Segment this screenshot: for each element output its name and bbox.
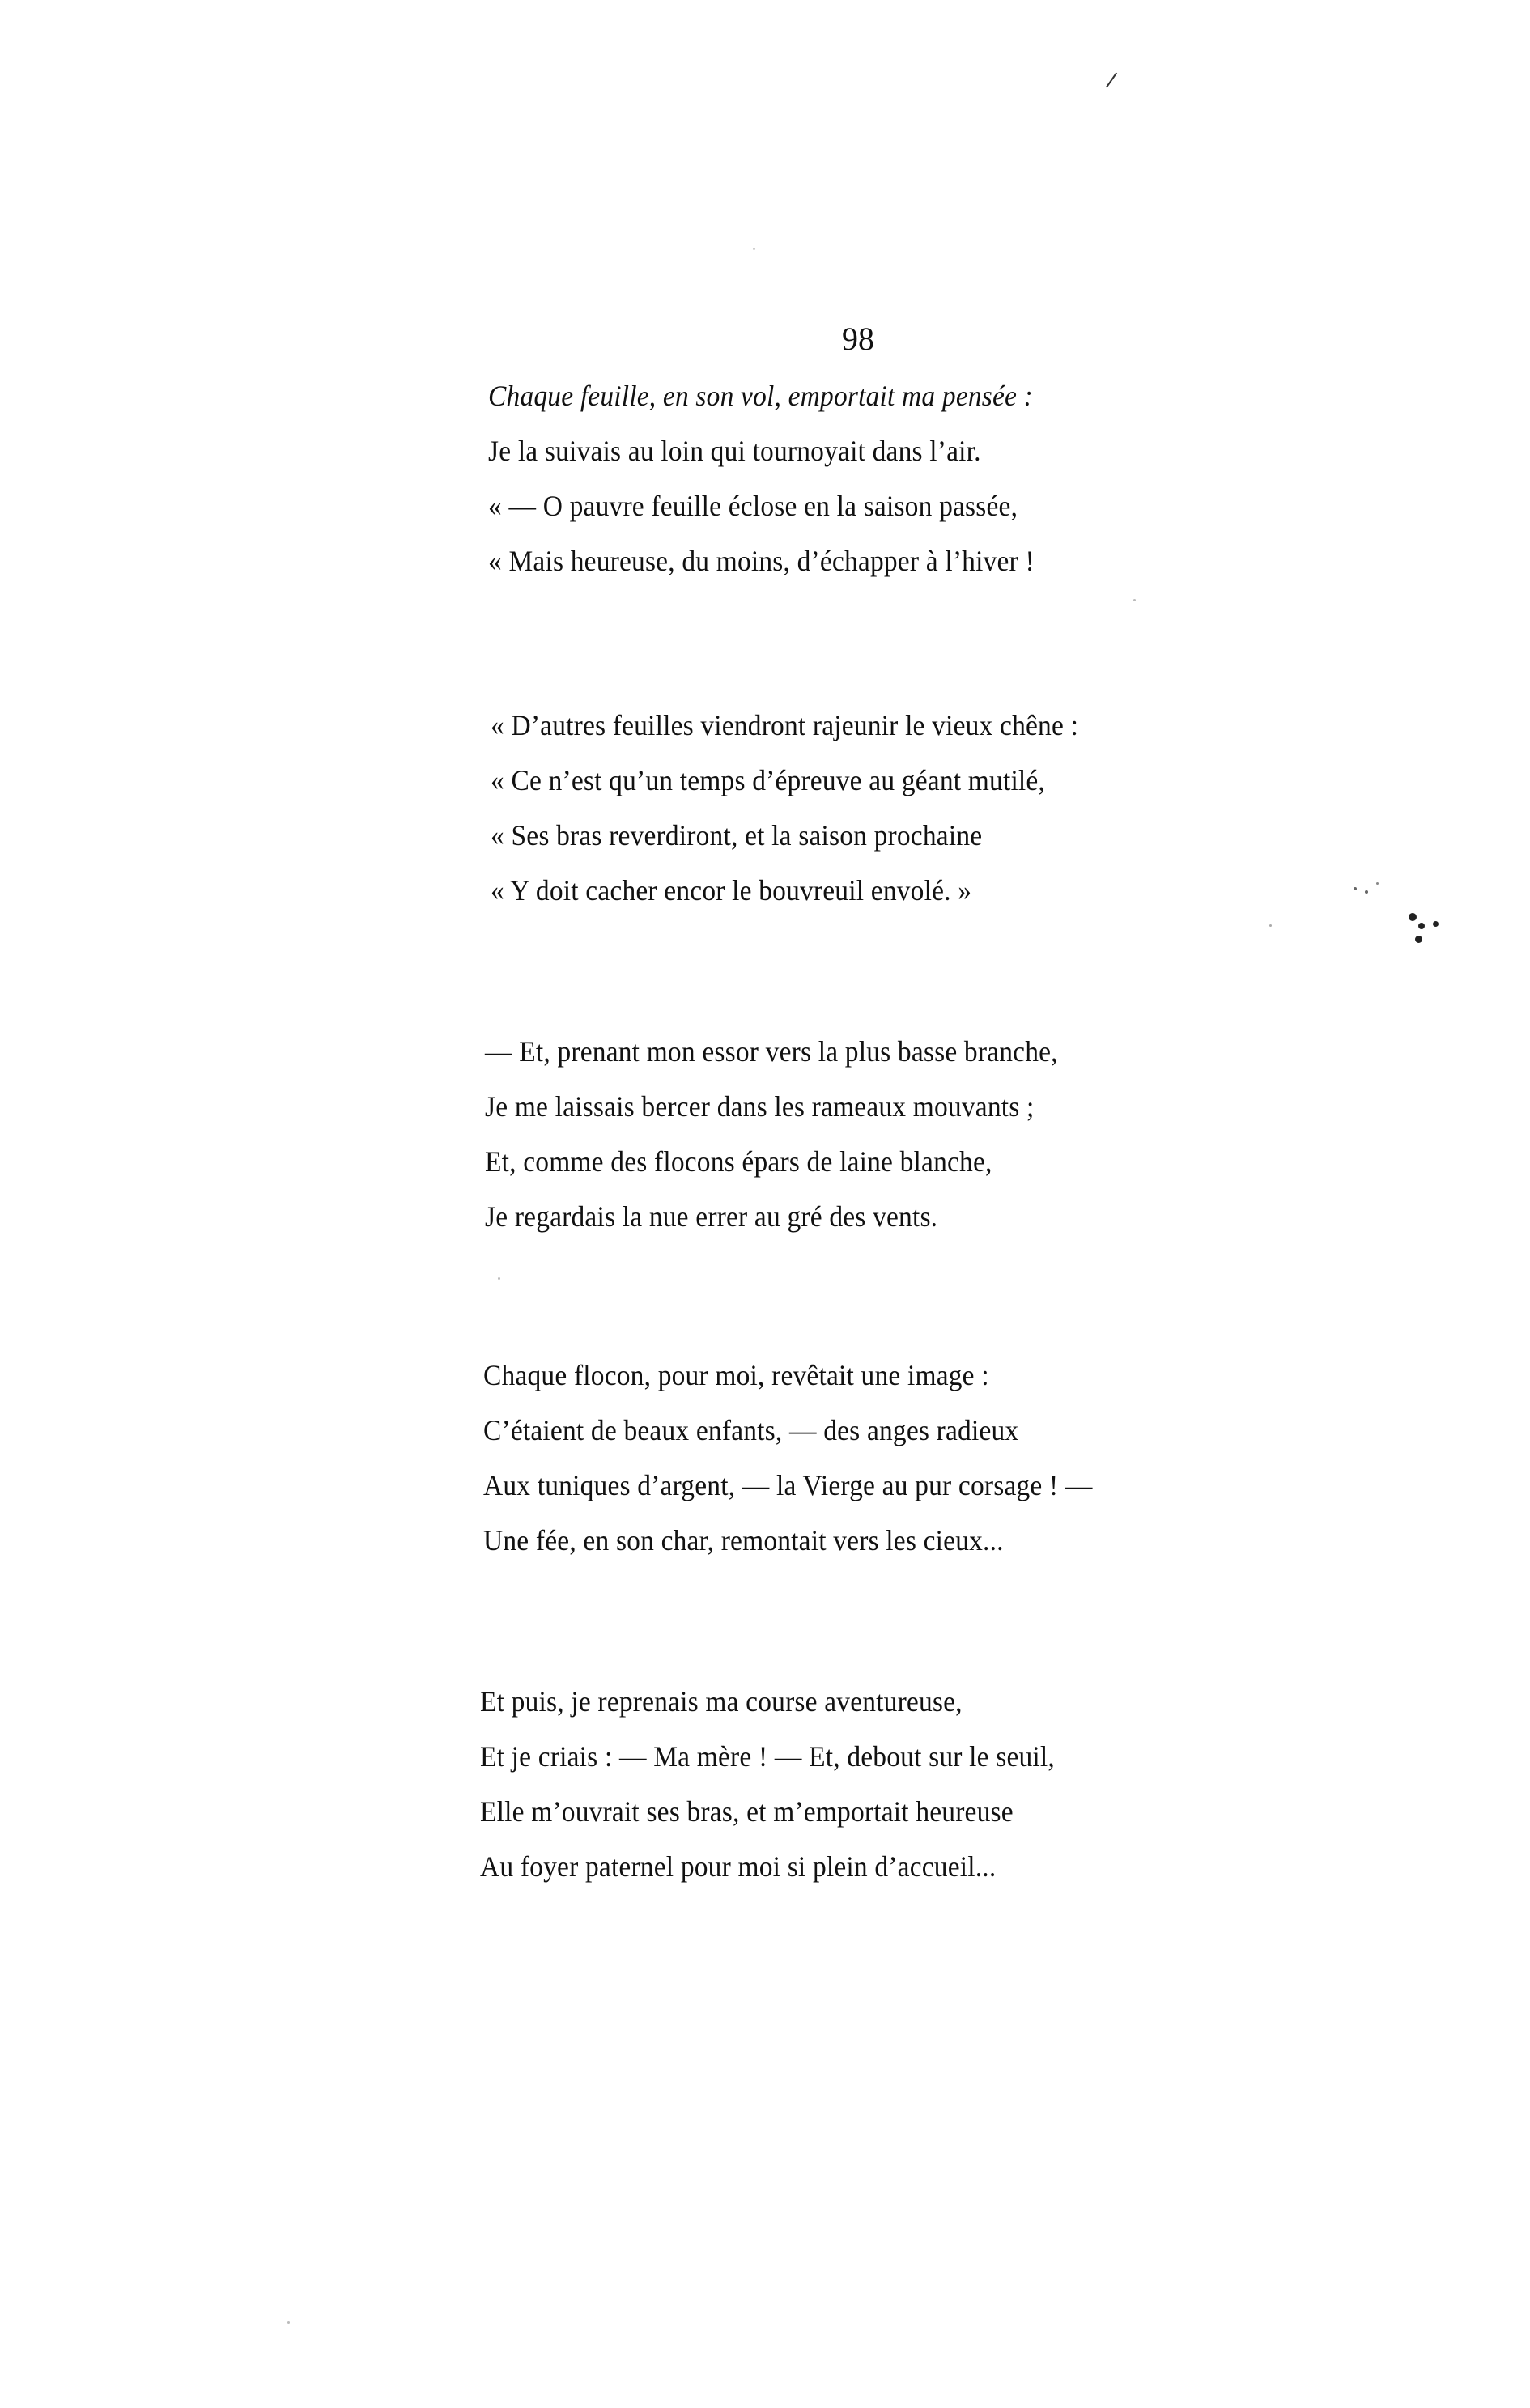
ink-speck (1376, 882, 1379, 885)
verse-line: « Ses bras reverdiront, et la saison prochaine (491, 819, 983, 852)
ink-speck (1409, 913, 1417, 921)
ink-speck (1133, 599, 1136, 601)
stanza-2 (491, 698, 1300, 918)
verse-line: Je la suivais au loin qui tournoyait dans l’air. (488, 435, 981, 467)
verse-line: « Y doit cacher encor le bouvreuil envolé. » (491, 874, 972, 907)
ink-speck (753, 248, 755, 250)
page-number: 98 (842, 321, 874, 357)
verse-line: Au foyer paternel pour moi si plein d’accueil... (480, 1850, 997, 1883)
stanza-4 (483, 1348, 1293, 1568)
stanza-3 (485, 1024, 1294, 1244)
ink-speck (1433, 921, 1439, 927)
verse-line: — Et, prenant mon essor vers la plus basse branche, (485, 1035, 1058, 1068)
ink-speck (1365, 890, 1368, 894)
stanza-1 (488, 368, 1298, 588)
verse-line: Chaque flocon, pour moi, revêtait une image : (483, 1359, 989, 1391)
verse-line: « — O pauvre feuille éclose en la saison passée, (488, 490, 1018, 522)
verse-line: Et, comme des flocons épars de laine blanche, (485, 1145, 992, 1178)
ink-speck (498, 1277, 500, 1280)
stanza-5 (480, 1674, 1290, 1894)
ink-speck (1269, 924, 1272, 927)
verse-line: Elle m’ouvrait ses bras, et m’emportait heureuse (480, 1795, 1014, 1828)
verse-line: « Mais heureuse, du moins, d’échapper à l’hiver ! (488, 545, 1035, 577)
ink-speck (1418, 923, 1425, 929)
verse-line: Et je criais : — Ma mère ! — Et, debout sur le seuil, (480, 1740, 1055, 1773)
ink-speck (1415, 936, 1422, 943)
ink-mark (1106, 72, 1117, 87)
verse-line: Je me laissais bercer dans les rameaux mouvants ; (485, 1090, 1035, 1123)
verse-line: Je regardais la nue errer au gré des vents. (485, 1200, 938, 1233)
verse-line: Aux tuniques d’argent, — la Vierge au pur corsage ! — (483, 1469, 1093, 1501)
ink-speck (1354, 887, 1357, 890)
verse-line: « D’autres feuilles viendront rajeunir le vieux chêne : (491, 709, 1079, 741)
verse-line: Chaque feuille, en son vol, emportait ma pensée : (488, 380, 1034, 412)
verse-line: C’étaient de beaux enfants, — des anges radieux (483, 1414, 1019, 1446)
verse-line: « Ce n’est qu’un temps d’épreuve au géant mutilé, (491, 764, 1046, 796)
verse-line: Et puis, je reprenais ma course aventureuse, (480, 1685, 963, 1718)
verse-line: Une fée, en son char, remontait vers les cieux... (483, 1524, 1004, 1556)
ink-speck (287, 2321, 290, 2324)
